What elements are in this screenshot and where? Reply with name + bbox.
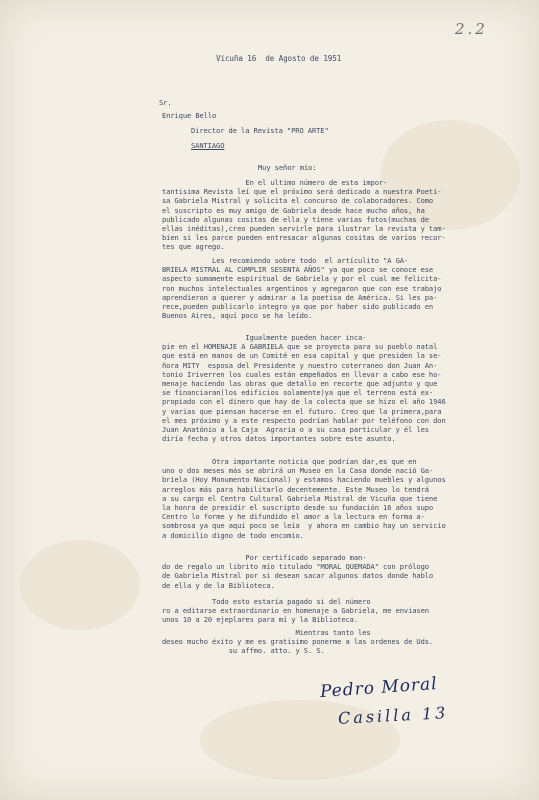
letter-line: Otra importante noticia que podrían dar,es que en [162,457,417,466]
salutation: Muy señor mío: [258,163,317,172]
recipient-name: Enrique Bello [162,111,217,120]
paragraph-7 [162,628,433,656]
signature-address: Casilla 13 [337,703,449,728]
letter-line: briela (Hoy Monumento Nacional) y estamos haciendo muebles y algunos [162,475,446,485]
letter-line: bien si les parce pueden entresacar algunas cositas de varios recor- [162,233,446,243]
letter-line: tantisima Revista leí que el próximo será dedicado a nuestra Poeti- [162,187,442,197]
letter-line: BRIELA MISTRAL AL CUMPLIR SESENTA AÑOS" ya que poco se conoce ese [162,265,434,275]
paragraph-2 [162,256,441,320]
recipient-title: Director de la Revista "PRO ARTE" [191,126,329,135]
letter-line: ñora MITY esposa del Presidente y nuestro coterraneo don Juan An- [162,360,438,370]
paragraph-1 [162,178,446,252]
letter-line: Por certificado separado man- [162,553,367,562]
letter-line: a su cargo el Centro Cultural Gabriela Mistral de Vicuña que tiene [162,493,438,503]
letter-line: ro a editarse extraordinario en homenaje a Gabriela, me enviasen [162,606,429,616]
recipient-city: SANTIAGO [191,141,225,150]
paragraph-6 [162,597,429,625]
letter-line: a domicilio digno de todo encomio. [162,530,304,540]
letter-line: menaje haciendo las obras que detallo en recorte que adjunto y que [162,379,438,389]
letter-line: ron muchos intelectuales argentinos y agregaron que con ese trabajo [162,283,442,293]
letter-line: y varias que piensan hacerse en el futuro. Creo que la primera,para [162,406,442,416]
signature: Pedro Moral [319,673,439,703]
letter-line: aspecto sumamente espiritual de Gabriela y por el cual me felicita- [162,274,442,284]
paragraph-5 [162,553,433,590]
letter-line: el mes próximo y a este respecto podrían hablar por teléfono con don [162,415,446,425]
letter-line: ellas inéditas),creo pueden servirle para ilustrar la revista y tam- [162,224,446,234]
letter-line: Buenos Aires, aquí poco se ha leído. [162,311,313,321]
letter-line: Todo esto estaría pagado si del número [162,597,371,606]
paper-stain [20,540,140,630]
letter-line: pie en el HOMENAJE A GABRIELA que se proyecta para su pueblo natal [162,342,438,352]
letter-line: diría fecha y otros datos importantes sobre este asunto. [162,434,396,444]
letter-line: el suscripto es muy amigo de Gabriela desde hace mucho años, ha [162,205,425,215]
letter-line: de ella y de la Biblioteca. [162,580,275,590]
letter-line: uno o dos meses más se abrirá un Museo en la Casa donde nació Ga- [162,466,434,476]
recipient-prefix: Sr. [159,98,172,107]
letter-line: su affmo. atto. y S. S. [162,646,325,656]
letter-line: se financiaran(los edificios solamente)ya que el terreno está ex- [162,388,434,398]
letter-line: Les recomiendo sobre todo el artículito "A GA- [162,256,409,265]
letter-line: Igualmente pueden hacer inca- [162,333,367,342]
letter-line: de Gabriela Mistral por si desean sacar algunos datos donde hablo [162,571,434,581]
letter-line: unos 10 a 20 ejeplares para mí y la Biblioteca. [162,615,359,625]
letter-line: En el ultimo número de esta impor- [162,178,388,187]
letter-line: do de regalo un librito mío titulado "MORAL QUEMADA" con prólogo [162,562,429,572]
letter-line: que está en manos de un Comité en esa capital y que presiden la se- [162,351,442,361]
date-line: Vicuña 16 de Agosto de 1951 [216,54,342,63]
letter-line: publicado algunas cositas de ella y tiene varias fotos(muchas de [162,214,429,224]
letter-line: Juan Anatónio a la Caja Agraria o a su casa particular y él les [162,425,429,435]
letter-line: tonio Iriverren los cuales están empeñados en llevar a cabo ese ho- [162,369,442,379]
letter-line: aprendieron a querer y admirar a la poetisa de América. Si les pa- [162,292,438,302]
letter-line: Centro lo forme y he difundido el amor a la lectura en forma a- [162,512,425,522]
letter-line: deseo mucho éxito y me es gratisimo ponerme a las ordenes de Uds. [162,637,434,647]
letter-line: sa Gabriela Mistral y solicita el concurso de colaboradores. Como [162,196,434,206]
pencil-page-number: 2.2 [455,20,488,38]
paragraph-4 [162,457,446,540]
paragraph-3 [162,333,446,443]
letter-line: rece,pueden publicarlo integro ya que por haber sido publicado en [162,302,434,312]
letter-line: Mientras tanto les [162,628,371,637]
letter-line: sombrosa ya que aquí poco se leía y ahora en cambio hay un servicio [162,521,446,531]
letter-line: tes que agrego. [162,242,225,252]
letter-line: la honra de presidir el suscripto desde su fundación 16 años supo [162,503,434,513]
letter-line: propiado con el dinero que hay de la colecta que se hizo el año 1946 [162,397,446,407]
letter-line: arreglos más para habilitarlo decentemente. Este Museo lo tendrá [162,484,429,494]
